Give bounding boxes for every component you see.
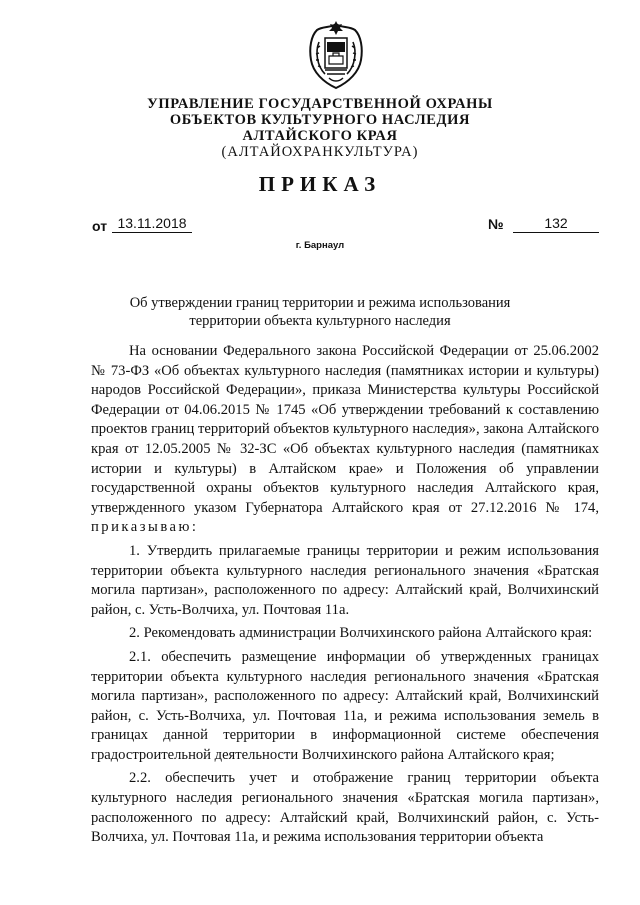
item-1: 1. Утвердить прилагаемые границы территории и режим использования территории объекта культурного наследия регионального значения «Братская могила партизан», расположенного по адресу: Алтайский край, Волчихинский район, с. Усть-Волчиха, ул. Почтовая 11а. [91,542,599,618]
order-number: 132 [513,215,599,233]
subject-line1: Об утверждении границ территории и режима использования [129,295,511,311]
order-subject [0,294,640,330]
coat-of-arms-emblem [305,18,367,92]
number-label: № [488,216,504,232]
item-2: 2. Рекомендовать администрации Волчихинского района Алтайского края: [129,625,593,642]
agency-name-line2: ОБЪЕКТОВ КУЛЬТУРНОГО НАСЛЕДИЯ [169,112,471,128]
item-2-1: 2.1. обеспечить размещение информации об утвержденных границах территории объекта культурного наследия регионального значения «Братская могила партизан», расположенного по адресу: Алтайский край, Волчихинский район, с. Усть-Волчиха, ул. Почтовая 11а, и режима использования земель в границах данной территории в информационной системе обеспечения градостроительной деятельности Волчихинского района Алтайского края; [91,648,599,763]
order-body [91,342,599,852]
agency-name-line1: УПРАВЛЕНИЕ ГОСУДАРСТВЕННОЙ ОХРАНЫ [147,96,493,112]
agency-short-name: (АЛТАЙОХРАНКУЛЬТУРА) [221,144,419,160]
preamble-text: На основании Федерального закона Российской Федерации от 25.06.2002 № 73-ФЗ «Об объектах культурного наследия (памятниках истории и культуры) народов Российской Федерации», приказа Министерства культуры Российской Федерации от 04.06.2015 № 1745 «Об утверждении требований к составлению проектов границ территорий объектов культурного наследия», закона Алтайского края от 12.05.2005 № 32-ЗС «Об объектах культурного наследия (памятниках истории и культуры) в Алтайском крае» и Положения об управлении государственной охраны объектов культурного наследия Алтайского края, утвержденного указом Губернатора Алтайского края от 27.12.2016 № 174, [91,343,599,516]
order-date: 13.11.2018 [112,215,192,233]
date-label: от [92,218,108,234]
subject-line2: территории объекта культурного наследия [189,313,451,329]
order-word: приказываю: [91,519,199,536]
agency-name-line3: АЛТАЙСКОГО КРАЯ [242,128,398,144]
document-title: ПРИКАЗ [258,172,382,196]
city: г. Барнаул [295,240,345,251]
preamble-paragraph [91,342,599,538]
item-2-2: 2.2. обеспечить учет и отображение границ территории объекта культурного наследия регионального значения «Братская могила партизан», расположенного по адресу: Алтайский край, Волчихинский район, с. Усть-Волчиха, ул. Почтовая 11а, и режима использования территории объекта [91,770,599,846]
